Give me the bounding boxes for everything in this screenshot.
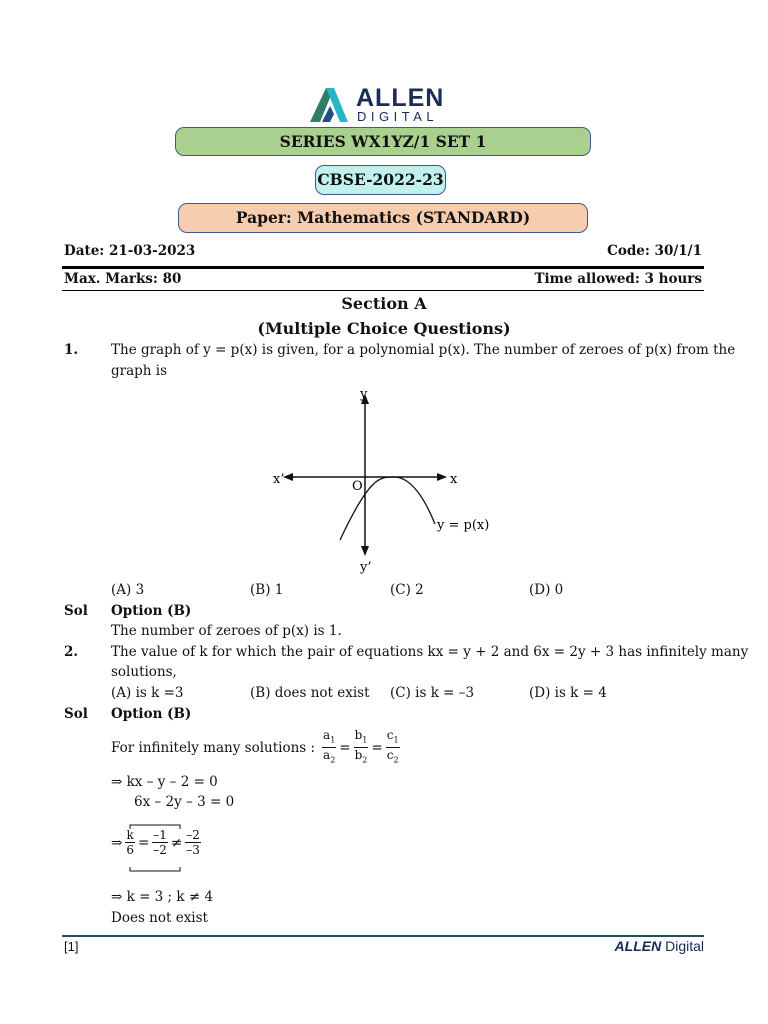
equation-2: 6x – 2y – 3 = 0 bbox=[134, 794, 235, 810]
equals-sign: = bbox=[339, 739, 351, 756]
time-allowed: Time allowed: 3 hours bbox=[534, 271, 702, 287]
x-label: x bbox=[450, 472, 458, 487]
sol-label: Sol bbox=[64, 706, 88, 722]
equals-sign: = bbox=[137, 834, 150, 851]
curve-label: y = p(x) bbox=[437, 518, 490, 533]
sol-label: Sol bbox=[64, 603, 88, 619]
exam-banner: CBSE-2022-23 bbox=[315, 165, 446, 195]
fraction-c: $\frac{c_1}{c_2}$ bbox=[386, 728, 399, 765]
condition-line bbox=[111, 728, 400, 768]
series-banner: SERIES WX1YZ/1 SET 1 bbox=[175, 127, 591, 156]
question-number: 1. bbox=[64, 342, 79, 358]
equals-sign: = bbox=[371, 739, 383, 756]
polynomial-graph bbox=[260, 384, 510, 576]
option-b: (B) 1 bbox=[250, 582, 284, 598]
header-divider bbox=[62, 266, 704, 269]
brand-sub: DIGITAL bbox=[357, 109, 439, 124]
conclusion-text: Does not exist bbox=[111, 910, 208, 926]
page-number: [1] bbox=[64, 939, 79, 954]
paper-banner: Paper: Mathematics (STANDARD) bbox=[178, 203, 588, 233]
ratio-b: $\frac{-1}{-2}$ bbox=[153, 828, 167, 857]
footer-divider bbox=[62, 935, 704, 937]
option-b: (B) does not exist bbox=[250, 685, 370, 701]
question-number: 2. bbox=[64, 644, 79, 660]
meta-divider bbox=[62, 290, 704, 291]
result-line: ⇒ k = 3 ; k ≠ 4 bbox=[111, 889, 214, 905]
question-text: The value of k for which the pair of equations kx = y + 2 and 6x = 2y + 3 has infinitely many bbox=[111, 644, 749, 660]
option-c: (C) is k = –3 bbox=[390, 685, 475, 701]
question-text-cont: solutions, bbox=[111, 664, 177, 680]
exam-date: Date: 21-03-2023 bbox=[64, 243, 196, 259]
solution-text: The number of zeroes of p(x) is 1. bbox=[111, 623, 342, 639]
y-axis-arrow-down-icon bbox=[361, 546, 369, 556]
x-prime-label: x’ bbox=[273, 472, 285, 487]
answer-option: Option (B) bbox=[111, 603, 192, 619]
x-axis-arrow-right-icon bbox=[437, 473, 447, 481]
option-c: (C) 2 bbox=[390, 582, 424, 598]
ratio-c: $\frac{-2}{-3}$ bbox=[186, 828, 200, 857]
ratio-k: $\frac{k}{6}$ bbox=[126, 828, 134, 857]
answer-option: Option (B) bbox=[111, 706, 192, 722]
footer-brand-sub: Digital bbox=[665, 938, 704, 954]
brand-name: ALLEN bbox=[356, 84, 445, 112]
fraction-b: $\frac{b_1}{b_2}$ bbox=[354, 728, 368, 765]
question-text: The graph of y = p(x) is given, for a polynomial p(x). The number of zeroes of p(x) from the bbox=[111, 342, 736, 358]
not-equal-sign: ≠ bbox=[170, 834, 183, 851]
section-title: Section A bbox=[341, 294, 427, 313]
footer-brand: ALLEN bbox=[614, 938, 662, 954]
footer-logo bbox=[615, 938, 704, 954]
max-marks: Max. Marks: 80 bbox=[64, 271, 182, 287]
origin-label: O bbox=[352, 479, 363, 494]
exam-code: Code: 30/1/1 bbox=[607, 243, 702, 259]
section-subtitle: (Multiple Choice Questions) bbox=[257, 319, 511, 338]
implies-icon: ⇒ bbox=[111, 834, 123, 851]
condition-text: For infinitely many solutions : bbox=[111, 739, 316, 756]
ratio-bracket bbox=[128, 823, 183, 875]
equation-1: ⇒ kx – y – 2 = 0 bbox=[111, 774, 218, 790]
question-text-cont: graph is bbox=[111, 363, 168, 379]
fraction-a: $\frac{a_1}{a_2}$ bbox=[323, 728, 336, 765]
x-axis-arrow-left-icon bbox=[283, 473, 293, 481]
y-prime-label: y’ bbox=[360, 560, 372, 575]
option-d: (D) is k = 4 bbox=[529, 685, 607, 701]
option-a: (A) is k =3 bbox=[111, 685, 184, 701]
option-d: (D) 0 bbox=[529, 582, 564, 598]
option-a: (A) 3 bbox=[111, 582, 145, 598]
y-label: y bbox=[360, 387, 368, 402]
allen-logo bbox=[310, 84, 460, 124]
